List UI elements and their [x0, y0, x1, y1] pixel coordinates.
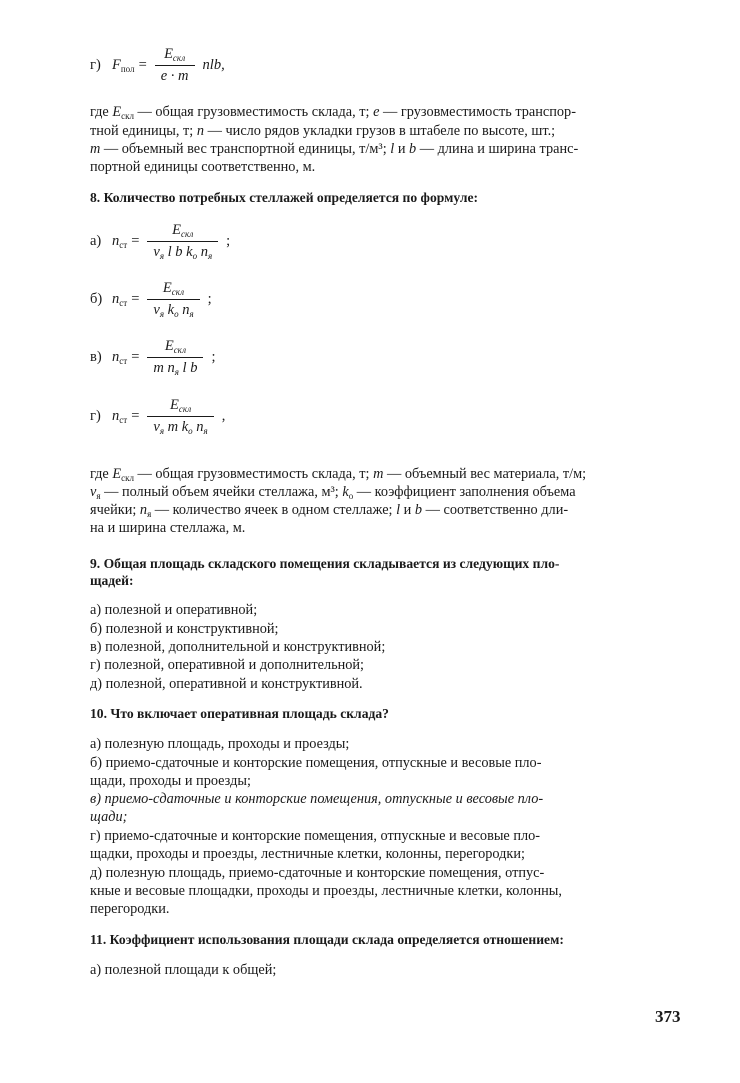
formula-lhs: $n_{ст}$ — [112, 349, 128, 366]
q10-option-b-line1: б) приемо-сдаточные и конторские помещения, отпускные и весовые пло- — [90, 755, 542, 771]
q9-option: г) полезной, оперативной и дополнительной; — [90, 657, 365, 673]
q10-option-e-line2: кные и весовые площадки, проходы и проезды, лестничные клетки, колонны, — [90, 883, 562, 899]
formula-lhs: $n_{ст}$ — [112, 233, 128, 250]
q10-option-d-line1: г) приемо-сдаточные и конторские помещения, отпускные и весовые пло- — [90, 828, 541, 844]
fraction-num: $E_{скл}$ — [172, 222, 194, 239]
q11-option-a: а) полезной площади к общей; — [90, 962, 277, 978]
formula-label: г) — [90, 408, 101, 424]
formula-lhs: F — [112, 57, 121, 73]
formula-tail: , — [221, 408, 226, 424]
q10-option-e-line3: перегородки. — [90, 901, 170, 917]
q9-option: б) полезной и конструктивной; — [90, 621, 279, 637]
fraction-num: $E_{скл}$ — [169, 397, 192, 414]
formula-tail: ; — [226, 233, 231, 249]
fraction — [147, 397, 213, 436]
q10-option-d-line2: щадки, проходы и проезды, лестничные клетки, колонны, перегородки; — [90, 846, 525, 862]
question-11-title: 11. Коэффициент использования площади склада определяется отношением: — [90, 932, 564, 947]
q8-formula-1: б) $n_{ст}$ = $\frac{E_{скл}}{v_я k_о n_я}$ ; — [90, 280, 212, 319]
fraction — [147, 280, 199, 319]
formula-g-top: г) $F_{пол}$ = $\frac{E_{скл}}{e \cdot m}$ nlb, — [90, 46, 225, 84]
fraction-num: $E_{скл}$ — [164, 338, 186, 355]
fraction — [147, 222, 218, 261]
q10-option-a: а) полезную площадь, проходы и проезды; — [90, 736, 350, 752]
where2-line3: ячейки; $n_я$ — количество ячеек в одном стеллаже; l и b — соответственно дли- — [90, 502, 569, 519]
q9-option: д) полезной, оперативной и конструктивной. — [90, 676, 363, 692]
fraction-den: $v_я$ l b $k_о$ $n_я$ — [147, 241, 218, 261]
where2-line4: на и ширина стеллажа, м. — [90, 520, 246, 536]
q8-formula-2: в) $n_{ст}$ = $\frac{E_{скл}}{m n_я l b}$ ; — [90, 338, 216, 377]
fraction — [147, 338, 203, 377]
fraction-num: E — [164, 46, 173, 62]
fraction-den: m $n_я$ l b — [147, 357, 203, 377]
formula-label: а) — [90, 233, 102, 249]
formula-label: г) — [90, 57, 101, 73]
fraction-num-sub: скл — [172, 53, 186, 63]
q10-option-b-line2: щади, проходы и проезды; — [90, 773, 251, 789]
question-10-title: 10. Что включает оперативная площадь склада? — [90, 706, 389, 721]
q8-formula-0: а) $n_{ст}$ = $\frac{E_{скл}}{v_я l b k_о n_я}$ ; — [90, 222, 231, 261]
q10-option-c-line1: в) приемо-сдаточные и конторские помещения, отпускные и весовые пло- — [90, 791, 544, 807]
formula-label: в) — [90, 349, 102, 365]
q9-option: а) полезной и оперативной; — [90, 602, 258, 618]
formula-tail: nlb, — [202, 57, 225, 73]
where2-line1: где $E_{скл}$ — общая грузовместимость склада, т; m — объемный вес материала, т/м; — [90, 466, 587, 483]
fraction — [155, 46, 195, 85]
question-9-title-line1: 9. Общая площадь складского помещения складывается из следующих пло- — [90, 556, 560, 571]
formula-lhs-sub: пол — [120, 64, 135, 74]
formula-label: б) — [90, 291, 103, 307]
where2-line2: $v_я$ — полный объем ячейки стеллажа, м³; $k_о$ — коэффициент заполнения объема — [90, 484, 576, 501]
q10-option-e-line1: д) полезную площадь, приемо-сдаточные и конторские помещения, отпус- — [90, 865, 545, 881]
page-number: 373 — [655, 1007, 681, 1026]
where1-line4: портной единицы соответственно, м. — [90, 159, 316, 175]
formula-tail: ; — [211, 349, 216, 365]
where1-line1: где $E_{скл}$ — общая грузовместимость склада, т; e — грузовместимость транспор- — [90, 104, 576, 121]
formula-lhs: $n_{ст}$ — [112, 291, 128, 308]
fraction-den: $v_я$ m $k_о$ $n_я$ — [147, 416, 213, 436]
fraction-den: e · m — [155, 65, 195, 85]
q9-option: в) полезной, дополнительной и конструктивной; — [90, 639, 386, 655]
formula-tail: ; — [207, 291, 212, 307]
q10-option-c-line2: щади; — [90, 809, 128, 825]
fraction-num: $E_{скл}$ — [162, 280, 185, 297]
question-8-title: 8. Количество потребных стеллажей определяется по формуле: — [90, 190, 479, 205]
fraction-den: $v_я$ $k_о$ $n_я$ — [147, 299, 199, 319]
q8-formula-3: г) $n_{ст}$ = $\frac{E_{скл}}{v_я m k_о n_я}$ , — [90, 397, 226, 436]
where1-line2: тной единицы, т; n — число рядов укладки грузов в штабеле по высоте, шт.; — [90, 123, 556, 139]
formula-lhs: $n_{ст}$ — [112, 408, 128, 425]
question-9-title-line2: щадей: — [90, 573, 134, 588]
where1-line3: m — объемный вес транспортной единицы, т/м³; l и b — длина и ширина транс- — [90, 141, 579, 157]
